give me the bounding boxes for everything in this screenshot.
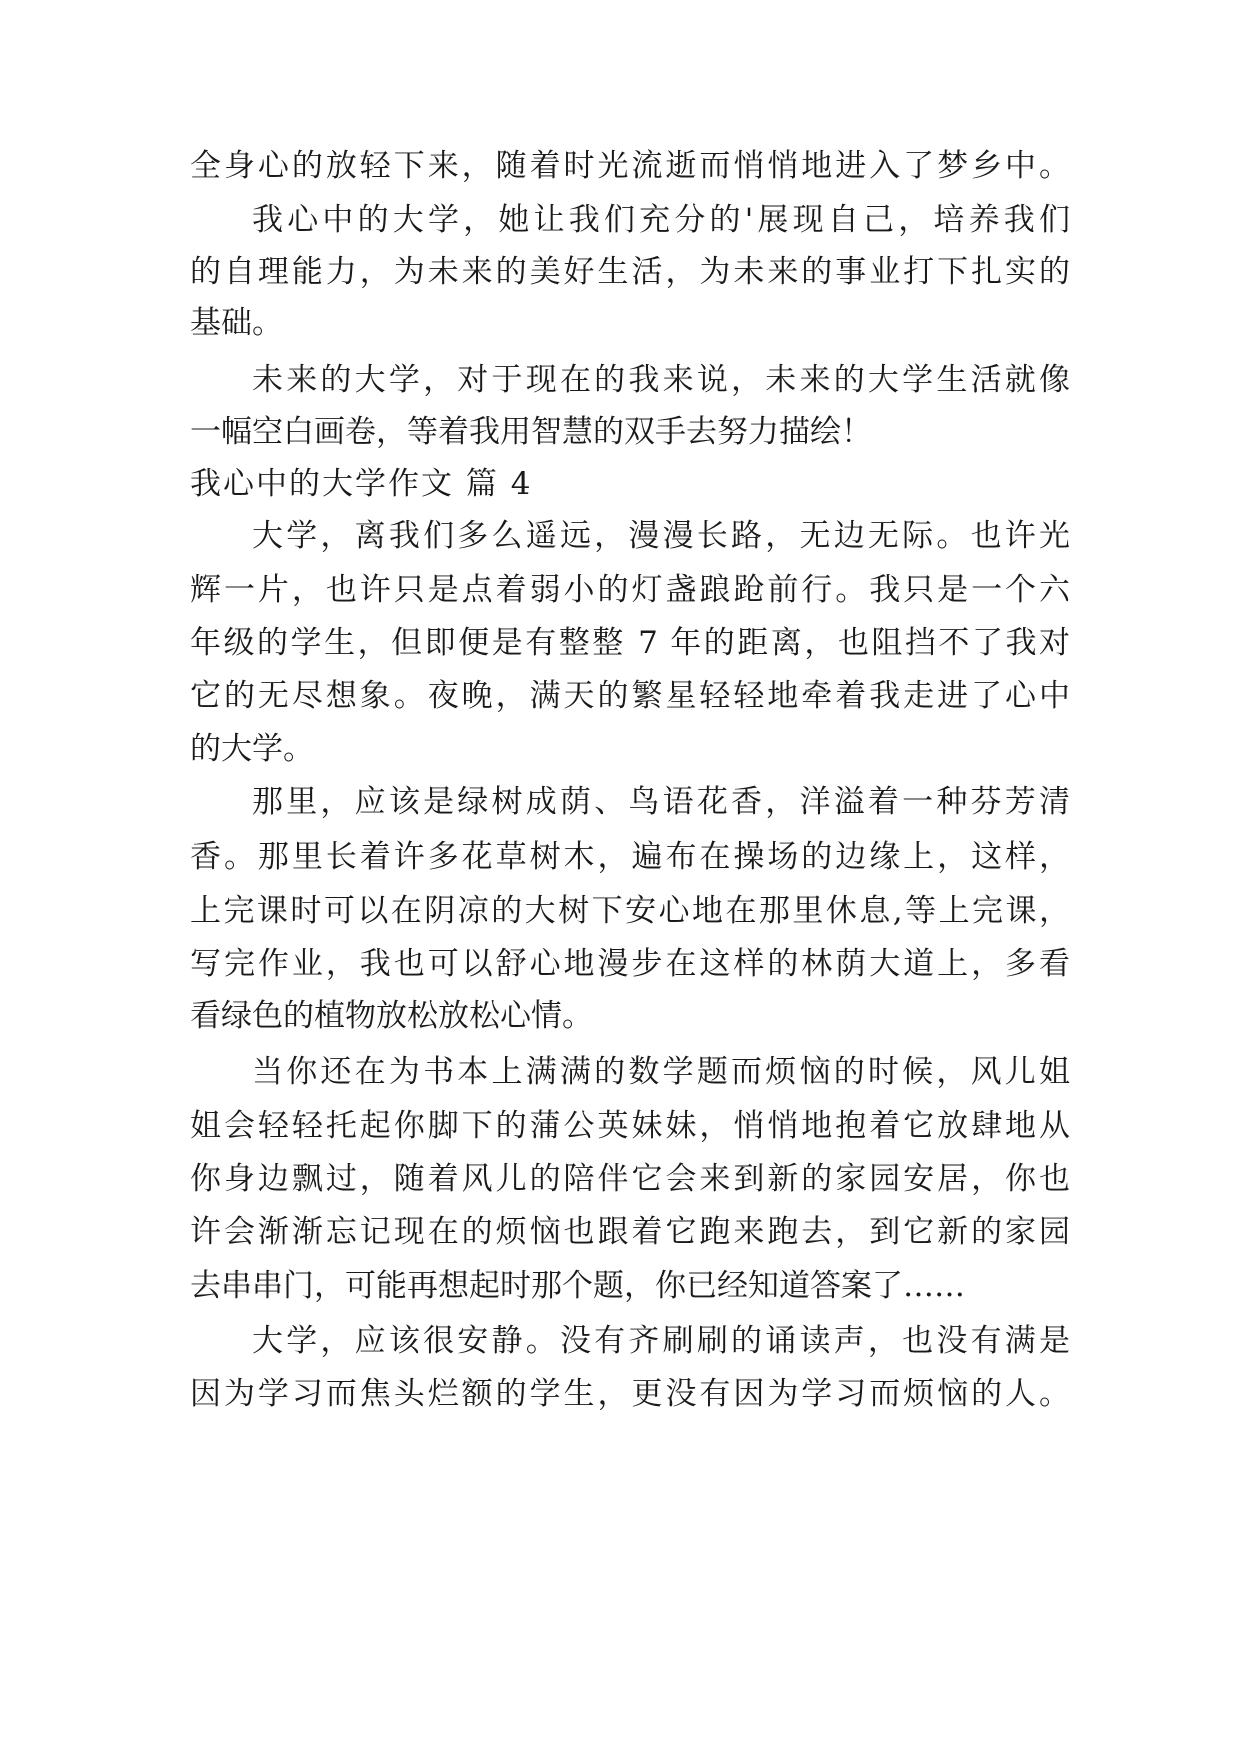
paragraph-line: 辉一片，也许只是点着弱小的灯盏踉跄前行。我只是一个六 — [190, 572, 1070, 608]
paragraph-line: 看绿色的植物放松放松心情。 — [190, 998, 593, 1034]
paragraph-line: 那里，应该是绿树成荫、鸟语花香，洋溢着一种芬芳清 — [252, 784, 1070, 820]
paragraph-line: 写完作业，我也可以舒心地漫步在这样的林荫大道上，多看 — [190, 946, 1070, 982]
paragraph-line: 它的无尽想象。夜晚，满天的繁星轻轻地牵着我走进了心中 — [190, 678, 1070, 714]
paragraph-line: 上完课时可以在阴凉的大树下安心地在那里休息,等上完课， — [190, 893, 1070, 929]
paragraph-line: 香。那里长着许多花草树木，遍布在操场的边缘上，这样， — [190, 839, 1070, 875]
paragraph-line: 当你还在为书本上满满的数学题而烦恼的时候，风儿姐 — [252, 1054, 1070, 1090]
paragraph-line: 许会渐渐忘记现在的烦恼也跟着它跑来跑去，到它新的家园 — [190, 1214, 1070, 1250]
paragraph-line: 大学，离我们多么遥远，漫漫长路，无边无际。也许光 — [252, 518, 1070, 554]
paragraph-line: 你身边飘过，随着风儿的陪伴它会来到新的家园安居，你也 — [190, 1161, 1070, 1197]
paragraph-line: 因为学习而焦头烂额的学生，更没有因为学习而烦恼的人。 — [190, 1376, 1070, 1412]
paragraph-line: 一幅空白画卷，等着我用智慧的双手去努力描绘！ — [190, 414, 872, 450]
paragraph-line: 的自理能力，为未来的美好生活，为未来的事业打下扎实的 — [190, 254, 1070, 290]
section-heading: 我心中的大学作文 篇 4 — [190, 466, 533, 502]
paragraph-line: 大学，应该很安静。没有齐刷刷的诵读声，也没有满是 — [252, 1323, 1070, 1359]
paragraph-line: 去串串门，可能再想起时那个题，你已经知道答案了…… — [190, 1268, 965, 1304]
paragraph-line: 的大学。 — [190, 731, 314, 767]
paragraph-line: 我心中的大学，她让我们充分的'展现自己，培养我们 — [252, 202, 1070, 238]
paragraph-line: 年级的学生，但即便是有整整 7 年的距离，也阻挡不了我对 — [190, 625, 1070, 661]
paragraph-line: 姐会轻轻托起你脚下的蒲公英妹妹，悄悄地抱着它放肆地从 — [190, 1108, 1070, 1144]
paragraph-line: 基础。 — [190, 305, 283, 341]
paragraph-line: 全身心的放轻下来，随着时光流逝而悄悄地进入了梦乡中。 — [190, 148, 1070, 184]
paragraph-line: 未来的大学，对于现在的我来说，未来的大学生活就像 — [252, 362, 1070, 398]
